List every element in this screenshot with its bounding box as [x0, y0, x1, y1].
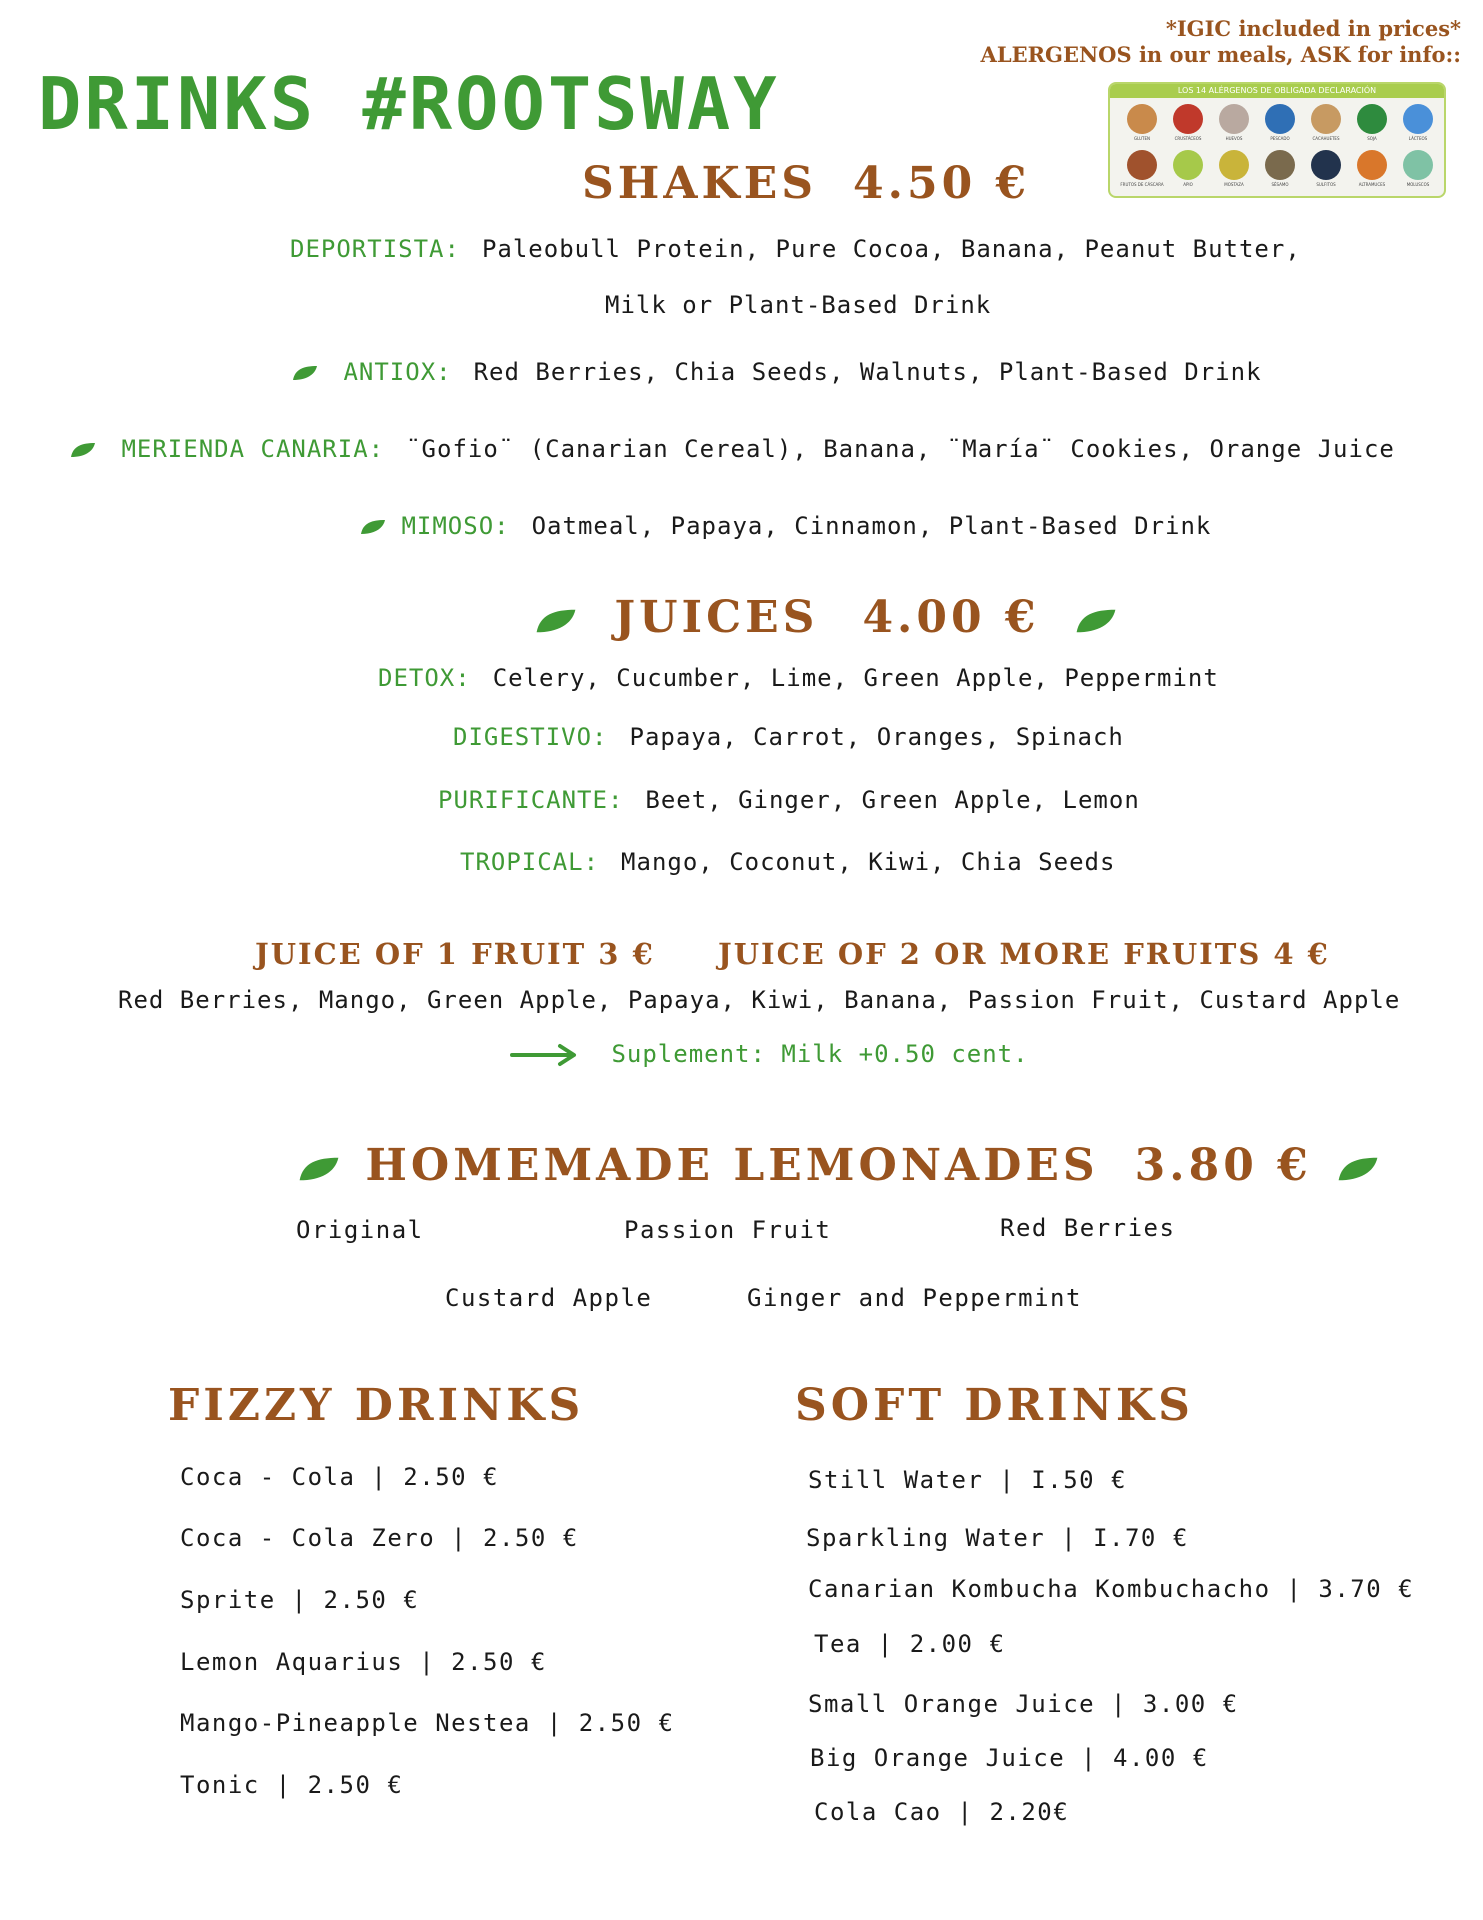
- allergen-icon: [1265, 150, 1295, 180]
- lemonade-item: Passion Fruit: [624, 1216, 832, 1244]
- juice-more-fruits-price: JUICE OF 2 OR MORE FRUITS 4 €: [718, 937, 1330, 971]
- lemonade-item: Red Berries: [1000, 1214, 1176, 1242]
- juice-item-detox: [378, 664, 1219, 692]
- allergen-label: MOSTAZA: [1224, 182, 1244, 187]
- leaf-icon: [1075, 607, 1117, 635]
- shake-item-deportista: [290, 235, 1301, 263]
- shake-desc: Oatmeal, Papaya, Cinnamon, Plant-Based Drink: [531, 512, 1212, 540]
- soft-item: Canarian Kombucha Kombuchacho | 3.70 €: [808, 1575, 1415, 1603]
- soft-drinks-title: SOFT DRINKS: [795, 1380, 1194, 1431]
- allergen-label: HUEVOS: [1225, 136, 1243, 141]
- allergen-icon: [1127, 104, 1157, 134]
- juice-name: PURIFICANTE:: [438, 786, 624, 814]
- juice-name: DIGESTIVO:: [453, 723, 608, 751]
- allergen-label: CRUSTÁCEOS: [1174, 136, 1202, 141]
- igic-note: *IGIC included in prices*: [1165, 16, 1461, 41]
- juice-desc: Celery, Cucumber, Lime, Green Apple, Peppermint: [492, 664, 1219, 692]
- soft-item: Sparkling Water | I.70 €: [806, 1524, 1189, 1552]
- allergen-label: LÁCTEOS: [1408, 136, 1428, 141]
- shake-name: MERIENDA CANARIA:: [121, 435, 385, 463]
- allergen-icon: [1357, 150, 1387, 180]
- soft-item: Small Orange Juice | 3.00 €: [808, 1690, 1239, 1718]
- leaf-icon: [1337, 1155, 1379, 1183]
- allergen-chart: [1108, 82, 1446, 198]
- fizzy-item: Tonic | 2.50 €: [180, 1771, 404, 1799]
- shake-name: ANTIOX:: [343, 358, 452, 386]
- lemonades-heading: [298, 1140, 1379, 1191]
- allergen-label: SULFITOS: [1316, 182, 1336, 187]
- leaf-icon: [298, 1155, 340, 1183]
- supplement-text: Suplement: Milk +0.50 cent.: [611, 1040, 1029, 1068]
- allergen-icon: [1403, 150, 1433, 180]
- allergen-icon: [1219, 104, 1249, 134]
- shakes-heading: [582, 158, 1030, 209]
- shake-desc: Paleobull Protein, Pure Cocoa, Banana, Peanut Butter,: [481, 235, 1301, 263]
- juice-one-fruit-price: JUICE OF 1 FRUIT 3 €: [255, 937, 655, 971]
- allergen-label: MOLUSCOS: [1406, 182, 1430, 187]
- allergen-icon: [1357, 104, 1387, 134]
- allergen-icon: [1311, 104, 1341, 134]
- allergen-icon: [1219, 150, 1249, 180]
- allergen-note: ALERGENOS in our meals, ASK for info::: [980, 42, 1461, 67]
- arrow-right-icon: [510, 1043, 578, 1067]
- juices-heading: [535, 592, 1117, 643]
- allergen-icon: [1127, 150, 1157, 180]
- shakes-title: SHAKES: [582, 158, 818, 209]
- shakes-price: 4.50 €: [853, 158, 1031, 209]
- page-title: DRINKS #ROOTSWAY: [38, 62, 780, 146]
- allergen-label: GLUTEN: [1133, 136, 1151, 141]
- fizzy-item: Coca - Cola | 2.50 €: [180, 1463, 499, 1491]
- lemonade-item: Custard Apple: [445, 1284, 653, 1312]
- allergen-icon: [1173, 104, 1203, 134]
- lemonades-title: HOMEMADE LEMONADES: [365, 1140, 1099, 1191]
- shake-item-antiox: [292, 358, 1262, 386]
- juices-title: JUICES: [614, 592, 819, 643]
- allergen-label: ALTRAMUCES: [1358, 182, 1386, 187]
- juice-name: TROPICAL:: [460, 848, 600, 876]
- juices-price: 4.00 €: [862, 592, 1040, 643]
- allergen-icon: [1265, 104, 1295, 134]
- juice-desc: Beet, Ginger, Green Apple, Lemon: [645, 786, 1140, 814]
- soft-item: Still Water | I.50 €: [808, 1466, 1127, 1494]
- supplement-note: [510, 1040, 1029, 1068]
- leaf-icon: [70, 442, 96, 458]
- lemonades-price: 3.80 €: [1134, 1140, 1312, 1191]
- allergen-icon: [1311, 150, 1341, 180]
- allergen-label: SOJA: [1367, 136, 1377, 141]
- allergen-chart-header: LOS 14 ALÉRGENOS DE OBLIGADA DECLARACIÓN: [1110, 84, 1444, 98]
- shake-item-deportista-line2: Milk or Plant-Based Drink: [605, 291, 992, 319]
- juice-desc: Mango, Coconut, Kiwi, Chia Seeds: [621, 848, 1116, 876]
- allergen-label: SÉSAMO: [1271, 182, 1289, 187]
- soft-item: Big Orange Juice | 4.00 €: [810, 1744, 1209, 1772]
- soft-item: Tea | 2.00 €: [814, 1630, 1006, 1658]
- lemonade-item: Original: [296, 1216, 424, 1244]
- allergen-label: FRUTOS DE CÁSCARA: [1120, 182, 1164, 187]
- shake-desc: ¨Gofio¨ (Canarian Cereal), Banana, ¨María¨ Cookies, Orange Juice: [406, 435, 1395, 463]
- allergen-icon: [1403, 104, 1433, 134]
- juice-name: DETOX:: [378, 664, 471, 692]
- shake-name: DEPORTISTA:: [290, 235, 460, 263]
- fizzy-item: Mango-Pineapple Nestea | 2.50 €: [180, 1709, 675, 1737]
- leaf-icon: [360, 519, 386, 535]
- allergen-label: CACAHUETES: [1312, 136, 1340, 141]
- shake-name: MIMOSO:: [401, 512, 510, 540]
- allergen-label: PESCADO: [1270, 136, 1290, 141]
- allergen-icon: [1173, 150, 1203, 180]
- juice-item-tropical: [460, 848, 1115, 876]
- soft-item: Cola Cao | 2.20€: [814, 1798, 1070, 1826]
- leaf-icon: [535, 607, 577, 635]
- shake-item-merienda-canaria: [70, 435, 1395, 463]
- shake-desc: Red Berries, Chia Seeds, Walnuts, Plant-Based Drink: [473, 358, 1262, 386]
- fizzy-item: Lemon Aquarius | 2.50 €: [180, 1648, 547, 1676]
- fruit-list: Red Berries, Mango, Green Apple, Papaya, Kiwi, Banana, Passion Fruit, Custard Apple: [118, 986, 1401, 1014]
- fizzy-drinks-title: FIZZY DRINKS: [168, 1380, 585, 1431]
- allergen-label: APIO: [1183, 182, 1193, 187]
- fizzy-item: Sprite | 2.50 €: [180, 1586, 420, 1614]
- juice-desc: Papaya, Carrot, Oranges, Spinach: [629, 723, 1124, 751]
- shake-item-mimoso: [360, 512, 1211, 540]
- lemonade-item: Ginger and Peppermint: [747, 1284, 1082, 1312]
- leaf-icon: [292, 365, 318, 381]
- juice-item-digestivo: [453, 723, 1124, 751]
- juice-item-purificante: [438, 786, 1140, 814]
- fizzy-item: Coca - Cola Zero | 2.50 €: [180, 1524, 579, 1552]
